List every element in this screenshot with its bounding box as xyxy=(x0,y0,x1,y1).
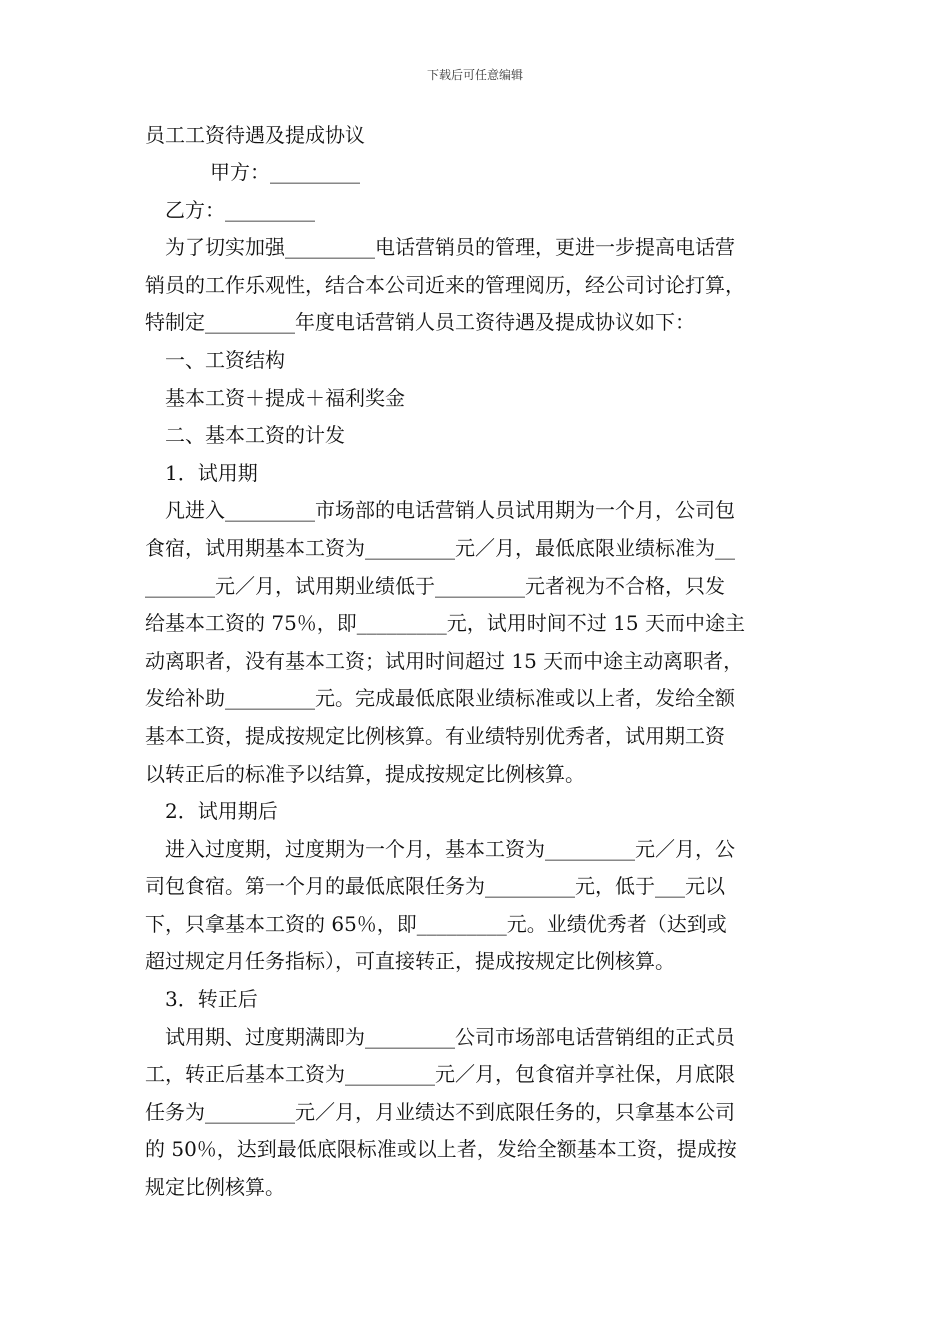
subsection-1-line: _______元／月，试用期业绩低于_________元者视为不合格，只发 xyxy=(145,573,725,598)
section-1-heading: 一、工资结构 xyxy=(165,347,285,372)
subsection-1-line: 发给补助_________元。完成最低底限业绩标准或以上者，发给全额 xyxy=(145,686,735,711)
subsection-2-heading: 2．试用期后 xyxy=(165,799,278,824)
intro-line: 为了切实加强_________电话营销员的管理，更进一步提高电话营 xyxy=(165,235,735,260)
subsection-3-heading: 3．转正后 xyxy=(165,987,258,1012)
intro-line: 销员的工作乐观性，结合本公司近来的管理阅历，经公司讨论打算， xyxy=(145,272,745,297)
section-1-body: 基本工资＋提成＋福利奖金 xyxy=(165,385,405,410)
subsection-2-line: 进入过度期，过度期为一个月，基本工资为_________元／月，公 xyxy=(165,836,735,861)
subsection-1-line: 以转正后的标准予以结算，提成按规定比例核算。 xyxy=(145,761,585,786)
intro-line: 特制定_________年度电话营销人员工资待遇及提成协议如下： xyxy=(145,310,695,335)
subsection-1-line: 凡进入_________市场部的电话营销人员试用期为一个月，公司包 xyxy=(165,498,735,523)
document-title: 员工工资待遇及提成协议 xyxy=(145,123,365,147)
subsection-1-line: 基本工资，提成按规定比例核算。有业绩特别优秀者，试用期工资 xyxy=(145,723,725,748)
subsection-3-line: 工，转正后基本工资为_________元／月，包食宿并享社保，月底限 xyxy=(145,1062,735,1087)
subsection-3-line: 试用期、过度期满即为_________公司市场部电话营销组的正式员 xyxy=(165,1024,735,1049)
subsection-1-line: 动离职者，没有基本工资；试用时间超过 15 天而中途主动离职者， xyxy=(145,648,744,673)
section-2-heading: 二、基本工资的计发 xyxy=(165,423,345,448)
subsection-2-line: 下，只拿基本工资的 65％，即_________元。业绩优秀者（达到或 xyxy=(145,911,727,936)
subsection-3-line: 的 50％，达到最低底限标准或以上者，发给全额基本工资，提成按 xyxy=(145,1137,737,1162)
subsection-3-line: 规定比例核算。 xyxy=(145,1175,285,1200)
subsection-2-line: 司包食宿。第一个月的最低底限任务为_________元，低于___元以 xyxy=(145,874,725,899)
page-header-note: 下载后可任意编辑 xyxy=(426,68,523,82)
subsection-2-line: 超过规定月任务指标），可直接转正，提成按规定比例核算。 xyxy=(145,949,675,974)
subsection-1-heading: 1．试用期 xyxy=(165,460,258,485)
party-a-line: 甲方：_________ xyxy=(210,160,360,184)
party-b-line: 乙方：_________ xyxy=(165,197,315,222)
subsection-3-line: 任务为_________元／月，月业绩达不到底限任务的，只拿基本公司 xyxy=(145,1099,735,1124)
subsection-1-line: 给基本工资的 75％，即_________元，试用时间不过 15 天而中途主 xyxy=(145,611,745,636)
subsection-1-line: 食宿，试用期基本工资为_________元／月，最低底限业绩标准为__ xyxy=(145,535,735,560)
document-body xyxy=(145,116,810,1207)
